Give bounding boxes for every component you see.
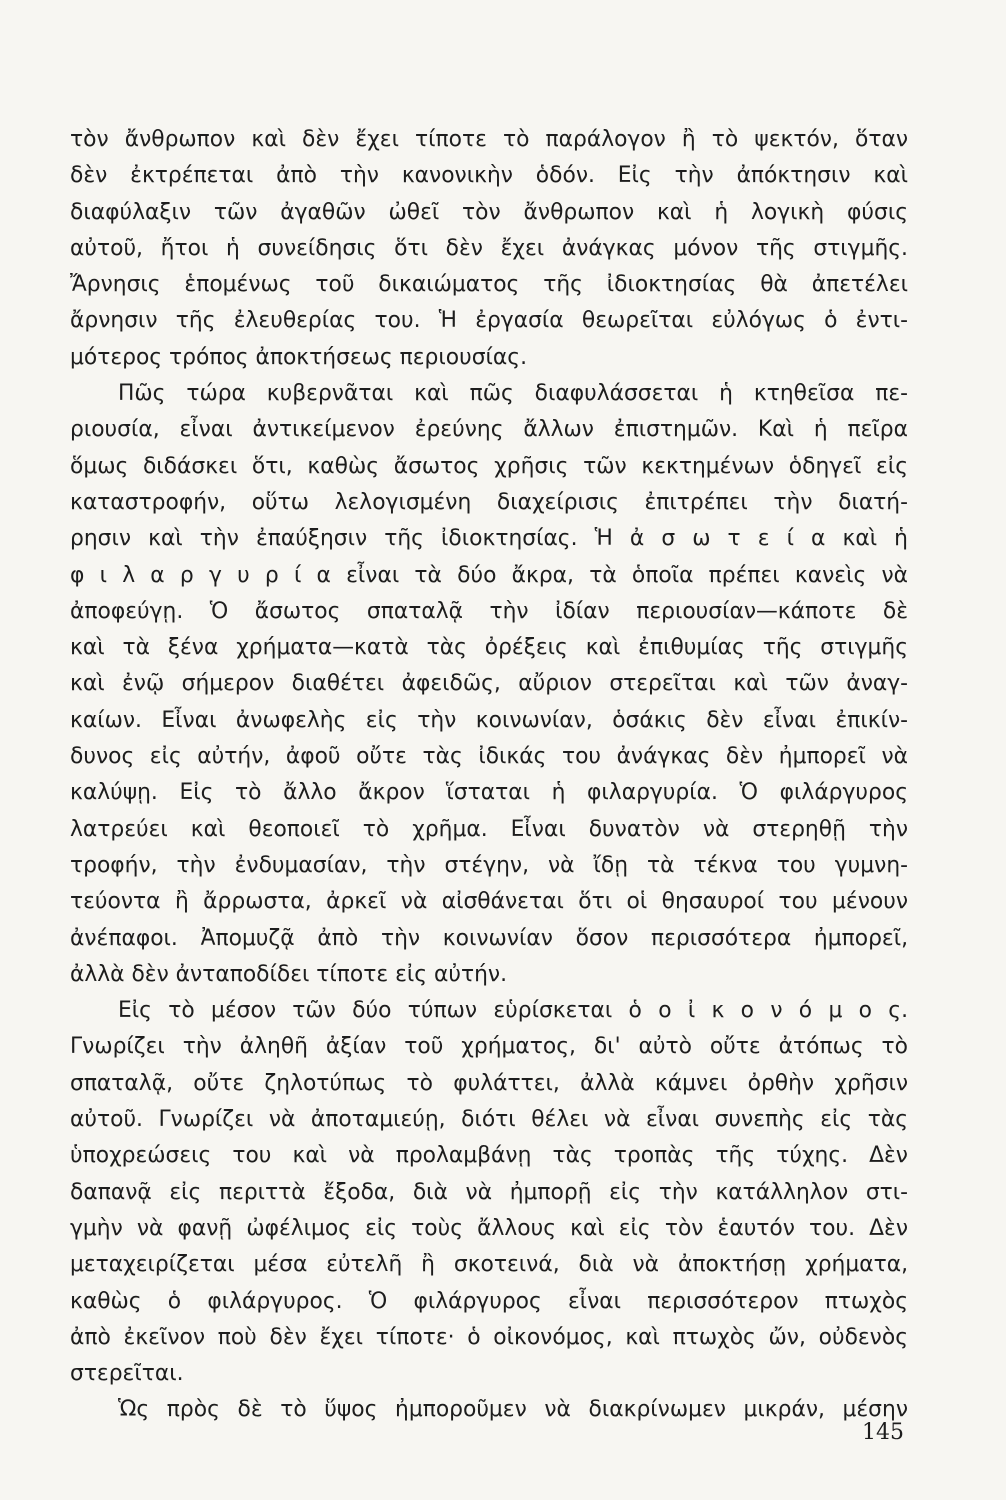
- text-line: καὶ τὰ ξένα χρήματα—κατὰ τὰς ὀρέξεις καὶ ἐπιθυμίας τῆς στιγμῆς: [70, 635, 908, 661]
- text-line: λατρεύει καὶ θεοποιεῖ τὸ χρῆμα. Εἶναι δυνατὸν νὰ στερηθῇ τὴν: [70, 816, 908, 842]
- text-line: μεταχειρίζεται μέσα εὐτελῆ ἢ σκοτεινά, διὰ νὰ ἀποκτήσῃ χρήματα,: [70, 1252, 908, 1278]
- text-line: μότερος τρόπος ἀποκτήσεως περιουσίας.: [70, 344, 528, 370]
- text-line: αὐτοῦ. Γνωρίζει νὰ ἀποταμιεύῃ, διότι θέλει νὰ εἶναι συνεπὴς εἰς τὰς: [70, 1107, 908, 1133]
- text-line: Γνωρίζει τὴν ἀληθῆ ἀξίαν τοῦ χρήματος, δι' αὐτὸ οὔτε ἀτόπως τὸ: [70, 1034, 908, 1060]
- text-line: Εἰς τὸ μέσον τῶν δύο τύπων εὑρίσκεται ὁ ο ἰ κ ο ν ό μ ο ς.: [118, 998, 908, 1024]
- text-line: ὅμως διδάσκει ὅτι, καθὼς ἄσωτος χρῆσις τῶν κεκτημένων ὁδηγεῖ εἰς: [70, 453, 908, 479]
- text-line: δὲν ἐκτρέπεται ἀπὸ τὴν κανονικὴν ὁδόν. Εἰς τὴν ἀπόκτησιν καὶ: [70, 163, 908, 189]
- text-line: δυνος εἰς αὐτήν, ἀφοῦ οὔτε τὰς ἰδικάς του ἀνάγκας δὲν ἠμπορεῖ νὰ: [70, 744, 908, 770]
- text-line: ἀπὸ ἐκεῖνον ποὺ δὲν ἔχει τίποτε· ὁ οἰκονόμος, καὶ πτωχὸς ὤν, οὐδενὸς: [70, 1324, 908, 1350]
- text-line: ρησιν καὶ τὴν ἐπαύξησιν τῆς ἰδιοκτησίας. Ἡ ἀ σ ω τ ε ί α καὶ ἡ: [70, 526, 908, 552]
- text-line: Ἄρνησις ἑπομένως τοῦ δικαιώματος τῆς ἰδιοκτησίας θὰ ἀπετέλει: [70, 272, 908, 298]
- text-line: σπαταλᾷ, οὔτε ζηλοτύπως τὸ φυλάττει, ἀλλὰ κάμνει ὀρθὴν χρῆσιν: [70, 1070, 908, 1096]
- text-line: Ὡς πρὸς δὲ τὸ ὕψος ἠμποροῦμεν νὰ διακρίνωμεν μικράν, μέσην: [118, 1397, 908, 1423]
- text-line: καθὼς ὁ φιλάργυρος. Ὁ φιλάργυρος εἶναι περισσότερον πτωχὸς: [70, 1288, 908, 1314]
- text-line: ἄρνησιν τῆς ἐλευθερίας του. Ἡ ἐργασία θεωρεῖται εὐλόγως ὁ ἐντι-: [70, 308, 908, 334]
- text-line: καλύψῃ. Εἰς τὸ ἄλλο ἄκρον ἵσταται ἡ φιλαργυρία. Ὁ φιλάργυρος: [70, 780, 908, 806]
- text-line: διαφύλαξιν τῶν ἀγαθῶν ὠθεῖ τὸν ἄνθρωπον καὶ ἡ λογικὴ φύσις: [70, 199, 908, 225]
- text-line: ἀποφεύγῃ. Ὁ ἄσωτος σπαταλᾷ τὴν ἰδίαν περιουσίαν—κάποτε δὲ: [70, 598, 908, 624]
- text-line: δαπανᾷ εἰς περιττὰ ἔξοδα, διὰ νὰ ἠμπορῇ εἰς τὴν κατάλληλον στι-: [70, 1179, 908, 1205]
- text-line: στερεῖται.: [70, 1361, 184, 1387]
- text-line: τεύοντα ἢ ἄρρωστα, ἀρκεῖ νὰ αἰσθάνεται ὅτι οἱ θησαυροί του μένουν: [70, 889, 908, 915]
- text-line: αὐτοῦ, ἤτοι ἡ συνείδησις ὅτι δὲν ἔχει ἀνάγκας μόνον τῆς στιγμῆς.: [70, 235, 908, 261]
- text-line: Πῶς τώρα κυβερνᾶται καὶ πῶς διαφυλάσσεται ἡ κτηθεῖσα πε-: [118, 381, 908, 407]
- text-line: ὑποχρεώσεις του καὶ νὰ προλαμβάνῃ τὰς τροπὰς τῆς τύχης. Δὲν: [70, 1143, 908, 1169]
- text-line: γμὴν νὰ φανῇ ὠφέλιμος εἰς τοὺς ἄλλους καὶ εἰς τὸν ἑαυτόν του. Δὲν: [70, 1215, 908, 1241]
- text-line: τὸν ἄνθρωπον καὶ δὲν ἔχει τίποτε τὸ παράλογον ἢ τὸ ψεκτόν, ὅταν: [70, 127, 908, 152]
- body-text: [70, 122, 908, 1429]
- text-line: φ ι λ α ρ γ υ ρ ί α εἶναι τὰ δύο ἄκρα, τὰ ὁποῖα πρέπει κανεὶς νὰ: [70, 562, 908, 588]
- text-line: καταστροφήν, οὕτω λελογισμένη διαχείρισις ἐπιτρέπει τὴν διατή-: [70, 489, 908, 515]
- text-line: ἀλλὰ δὲν ἀνταποδίδει τίποτε εἰς αὐτήν.: [70, 961, 508, 987]
- text-line: ριουσία, εἶναι ἀντικείμενον ἐρεύνης ἄλλων ἐπιστημῶν. Καὶ ἡ πεῖρα: [70, 417, 908, 443]
- text-line: καὶ ἐνῷ σήμερον διαθέτει ἀφειδῶς, αὔριον στερεῖται καὶ τῶν ἀναγ-: [70, 671, 908, 697]
- text-line: καίων. Εἶναι ἀνωφελὴς εἰς τὴν κοινωνίαν, ὁσάκις δὲν εἶναι ἐπικίν-: [70, 707, 908, 733]
- page-number: 145: [862, 1420, 904, 1445]
- text-line: τροφήν, τὴν ἐνδυμασίαν, τὴν στέγην, νὰ ἴδῃ τὰ τέκνα του γυμνη-: [70, 852, 908, 878]
- text-line: ἀνέπαφοι. Ἀπομυζᾷ ἀπὸ τὴν κοινωνίαν ὅσον περισσότερα ἠμπορεῖ,: [70, 925, 908, 951]
